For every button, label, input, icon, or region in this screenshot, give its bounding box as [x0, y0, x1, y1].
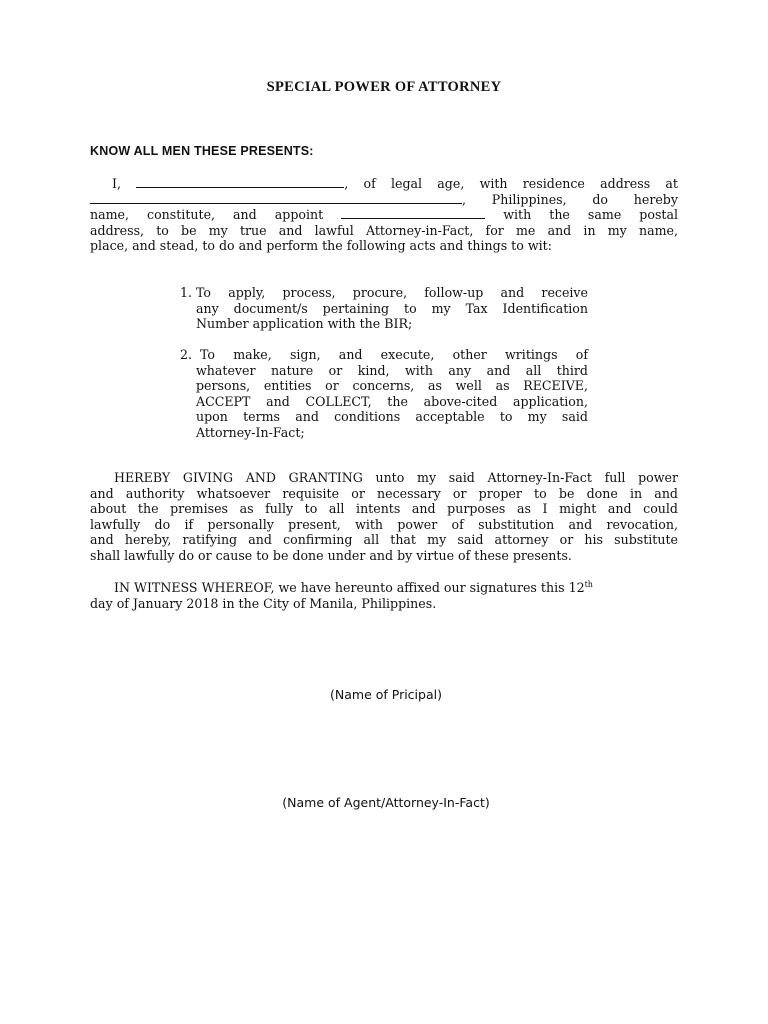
opening-paragraph: [90, 176, 678, 254]
witness-paragraph: IN WITNESS WHEREOF, we have hereunto affixed our signatures this 12th day of January 2018 in the City of Manila, Philippines.: [90, 579, 593, 611]
list-item: 1. To apply, process, procure, follow-up and receive any document/s pertaining to my Tax Identification Number application with the BIR;: [180, 285, 588, 331]
name-blank[interactable]: [136, 176, 344, 188]
principal-signature-label: (Name of Pricipal): [330, 687, 442, 702]
opening-line-4: address, to be my true and lawful Attorney-in-Fact, for me and in my name,: [90, 222, 678, 238]
address-blank[interactable]: [90, 192, 462, 204]
list-item-number: 2.: [180, 347, 193, 362]
opening-line-1: I, , of legal age, with residence address at: [112, 176, 678, 191]
opening-line-2: , Philippines, do hereby: [90, 192, 678, 208]
attorney-name-blank[interactable]: [341, 207, 485, 219]
list-item: 2. To make, sign, and execute, other writings of whatever nature or kind, with any and all third persons, entities or concerns, as well as RECEIVE, ACCEPT and COLLECT, the above-cited application, upon terms and conditions acceptable to my said Attorney-In-Fact;: [180, 347, 588, 440]
list-item-number: 1.: [180, 285, 193, 300]
opening-line-5: place, and stead, to do and perform the following acts and things to wit:: [90, 238, 552, 253]
granting-paragraph: HEREBY GIVING AND GRANTING unto my said Attorney-In-Fact full power and authority whatsoever requisite or necessary or proper to be done in and about the premises as fully to all intents and purposes as I might and could lawfully do if personally present, with power of substitution and revocation, and hereby, ratifying and confirming all that my said attorney or his substitute shall lawfully do or cause to be done under and by virtue of these presents.: [90, 470, 678, 563]
opening-line-3: name, constitute, and appoint with the same postal: [90, 207, 678, 222]
document-title: SPECIAL POWER OF ATTORNEY: [266, 79, 502, 95]
document-heading: KNOW ALL MEN THESE PRESENTS:: [90, 144, 314, 158]
agent-signature-label: (Name of Agent/Attorney-In-Fact): [282, 795, 490, 810]
